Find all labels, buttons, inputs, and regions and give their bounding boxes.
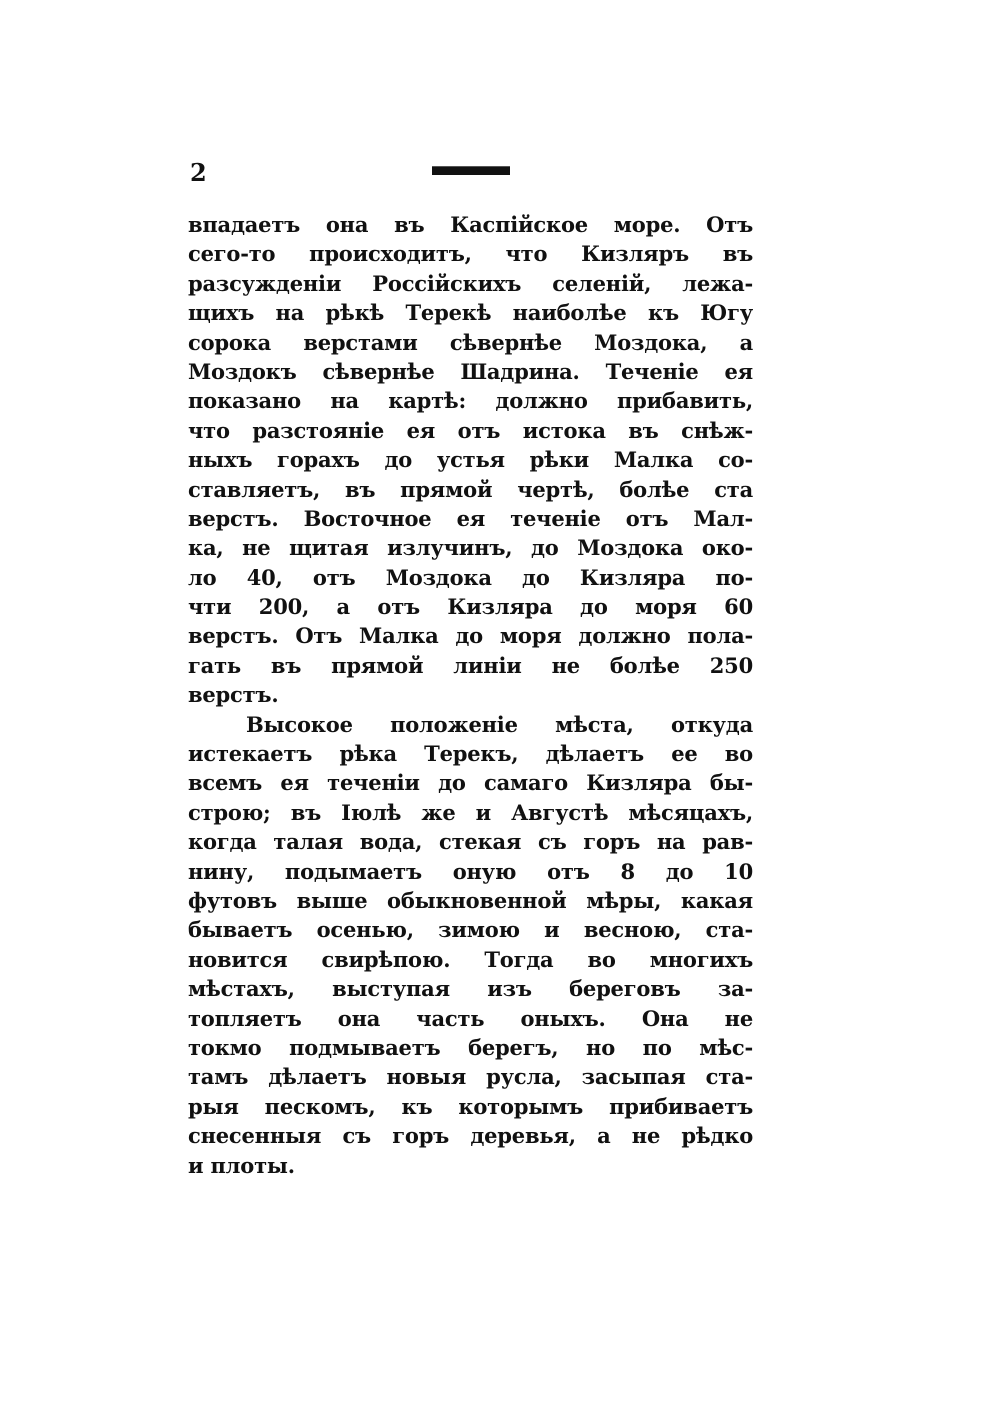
text-line: гать въ прямой линіи не болѣе 250 <box>188 652 753 678</box>
text-line: истекаетъ рѣка Терекъ, дѣлаетъ ее во <box>188 741 753 767</box>
header-rule <box>432 166 510 175</box>
text-line: ло 40, отъ Моздока до Кизляра по- <box>188 564 753 590</box>
text-line: снесенныя съ горъ деревья, а не рѣдко <box>188 1123 753 1149</box>
text-line: ныхъ горахъ до устья рѣки Малка со- <box>188 447 753 473</box>
text-line: и плоты. <box>188 1152 295 1178</box>
text-line: топляетъ она часть оныхъ. Она не <box>188 1005 753 1031</box>
body-text <box>188 210 753 1180</box>
text-line: ка, не щитая излучинъ, до Моздока око- <box>188 535 753 561</box>
text-line: сорока верстами сѣвернѣе Моздока, а <box>188 329 753 355</box>
text-line: всемъ ея теченіи до самаго Кизляра бы- <box>188 770 753 796</box>
text-line: футовъ выше обыкновенной мѣры, какая <box>188 887 753 913</box>
text-line: тамъ дѣлаетъ новыя русла, засыпая ста- <box>188 1064 753 1090</box>
paragraph <box>188 710 753 1180</box>
text-line: Моздокъ сѣвернѣе Шадрина. Теченіе ея <box>188 358 753 384</box>
text-line: токмо подмываетъ берегъ, но по мѣс- <box>188 1034 753 1060</box>
text-line: верстъ. Восточное ея теченіе отъ Мал- <box>188 505 753 531</box>
text-line: верстъ. <box>188 682 279 708</box>
page-number: 2 <box>190 158 207 187</box>
text-line: Высокое положеніе мѣста, откуда <box>246 711 753 737</box>
text-line: разсужденіи Россійскихъ селеній, лежа- <box>188 270 753 296</box>
text-line: мѣстахъ, выступая изъ береговъ за- <box>188 976 753 1002</box>
text-line: новится свирѣпою. Тогда во многихъ <box>188 946 753 972</box>
text-line: щихъ на рѣкѣ Терекѣ наиболѣе къ Югу <box>188 300 753 326</box>
text-line: впадаетъ она въ Каспійское море. Отъ <box>188 212 753 237</box>
text-line: показано на картѣ: должно прибавить, <box>188 388 753 414</box>
text-line: рыя пескомъ, къ которымъ прибиваетъ <box>188 1093 753 1119</box>
text-line: что разстояніе ея отъ истока въ снѣж- <box>188 417 753 443</box>
text-line: ставляетъ, въ прямой чертѣ, болѣе ста <box>188 476 753 502</box>
text-line: верстъ. Отъ Малка до моря должно пола- <box>188 623 753 649</box>
text-line: чти 200, а отъ Кизляра до моря 60 <box>188 594 753 620</box>
text-line: строю; въ Іюлѣ же и Августѣ мѣсяцахъ, <box>188 799 753 825</box>
text-line: сего-то происходитъ, что Кизляръ въ <box>188 241 753 267</box>
text-line: нину, подымаетъ оную отъ 8 до 10 <box>188 858 753 884</box>
paragraph <box>188 210 753 710</box>
text-line: бываетъ осенью, зимою и весною, ста- <box>188 917 753 943</box>
text-line: когда талая вода, стекая съ горъ на рав- <box>188 829 753 855</box>
